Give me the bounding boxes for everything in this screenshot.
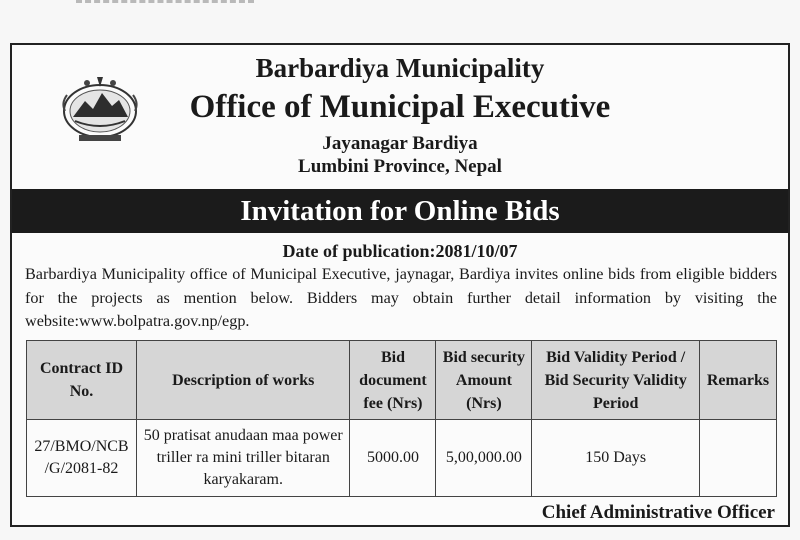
header-security-amount: Bid security Amount (Nrs): [436, 341, 532, 420]
cell-description: 50 pratisat anudaan maa power triller ra mini triller bitaran karyakaram.: [136, 420, 350, 497]
header-validity: Bid Validity Period / Bid Security Validity Period: [532, 341, 700, 420]
office-name: Office of Municipal Executive: [189, 89, 611, 125]
header-remarks: Remarks: [699, 341, 776, 420]
header-contract-id: Contract ID No.: [27, 341, 137, 420]
org-name: Barbardiya Municipality: [255, 53, 545, 83]
top-dashed-rule: [76, 0, 254, 7]
address-line-2: Lumbini Province, Nepal: [298, 156, 502, 177]
bids-table: [26, 340, 777, 497]
cell-remarks: [699, 420, 776, 497]
cell-validity: 150 Days: [532, 420, 700, 497]
table-row: [27, 420, 777, 497]
address-line-1: Jayanagar Bardiya: [322, 133, 478, 154]
publication-date: Date of publication:2081/10/07: [282, 241, 518, 261]
notice-body: Barbardiya Municipality office of Municipal Executive, jaynagar, Bardiya invites online bids from eligible bidders for the projects as mention below. Bidders may obtain further detail information by visiting the website:www.bolpatra.gov.np/egp.: [25, 265, 777, 330]
header-description: Description of works: [136, 341, 350, 420]
cell-contract-id: 27/BMO/NCB /G/2081-82: [27, 420, 137, 497]
header-doc-fee: Bid document fee (Nrs): [350, 341, 436, 420]
signatory: Chief Administrative Officer: [541, 502, 775, 523]
cell-security-amount: 5,00,000.00: [436, 420, 532, 497]
table-header-row: [27, 341, 777, 420]
cell-doc-fee: 5000.00: [350, 420, 436, 497]
notice-frame: [10, 43, 790, 527]
notice-title-banner: Invitation for Online Bids: [12, 189, 788, 233]
